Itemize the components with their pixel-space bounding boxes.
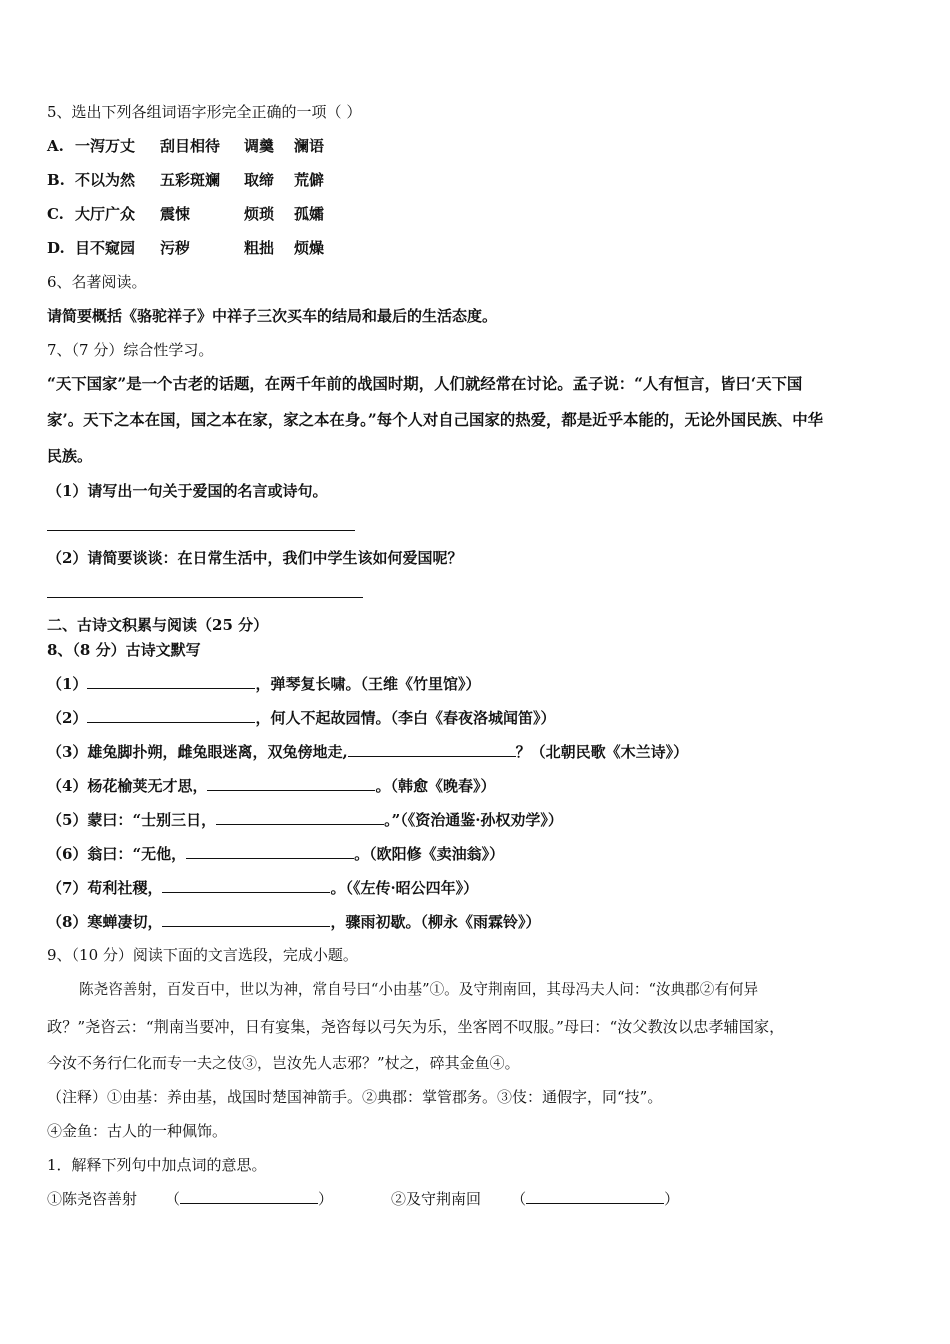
option-word: 震悚: [160, 205, 191, 223]
option-letter: D.: [47, 239, 65, 257]
q7-sub1: （1）请写出一句关于爱国的名言或诗句。: [47, 482, 328, 500]
fill-blank[interactable]: [87, 673, 255, 689]
fill-blank[interactable]: [162, 911, 330, 927]
q9-title: 9、（10 分）阅读下面的文言选段，完成小题。: [47, 946, 358, 964]
q8-item: [47, 809, 563, 830]
q9-passage-line: 今汝不务行仁化而专一夫之伎③，岂汝先人志邪？”杖之，碎其金鱼④。: [47, 1054, 520, 1072]
q8-item-suffix: 。（韩愈《晚春》）: [375, 777, 496, 795]
q8-item-prefix: （1）: [47, 675, 88, 693]
option-word: 目不窥园: [75, 239, 136, 257]
q8-item-suffix: 。（《左传·昭公四年》）: [330, 879, 479, 897]
q8-item-suffix: ，弹琴复长啸。（王维《竹里馆》）: [255, 675, 481, 693]
q8-item-suffix: 。”（《资治通鉴·孙权劝学》）: [384, 811, 563, 829]
q8-item: [47, 673, 480, 694]
option-word: 大厅广众: [75, 205, 136, 223]
option-word: 澜语: [294, 137, 325, 155]
q8-item-prefix: （7）苟利社稷，: [47, 879, 163, 897]
q8-item-suffix: ，何人不起故园情。（李白《春夜洛城闻笛》）: [255, 709, 556, 727]
q5-option-c[interactable]: [47, 204, 324, 224]
q5-option-d[interactable]: [47, 238, 324, 258]
q7-paragraph-line: 民族。: [47, 447, 93, 465]
fill-blank[interactable]: [162, 877, 330, 893]
option-word: 刮目相待: [160, 137, 221, 155]
q9-note: （注释）①由基：养由基，战国时楚国神箭手。②典郡：掌管郡务。③伎：通假字，同“技”。: [47, 1088, 663, 1106]
q8-item: [47, 843, 504, 864]
q8-item-prefix: （2）: [47, 709, 88, 727]
q8-item-prefix: （4）杨花榆荚无才思，: [47, 777, 208, 795]
q5-option-b[interactable]: [47, 170, 324, 190]
q9-blank-label: ①陈尧咨善射: [47, 1190, 138, 1208]
q8-item: [47, 911, 540, 932]
q7-paragraph-line: “天下国家”是一个古老的话题，在两千年前的战国时期，人们就经常在讨论。孟子说：“人有恒言，皆曰‘天下国: [47, 375, 803, 393]
q8-item-prefix: （6）翁曰：“无他，: [47, 845, 187, 863]
section-title: 二、古诗文积累与阅读（25 分）: [47, 616, 269, 634]
fill-blank[interactable]: [180, 1188, 318, 1204]
option-word: 一泻万丈: [75, 137, 136, 155]
q8-item: [47, 707, 555, 728]
q7-title: 7、（7 分）综合性学习。: [47, 341, 214, 359]
fill-blank[interactable]: [207, 775, 375, 791]
q9-sub1: 1．解释下列句中加点词的意思。: [47, 1156, 267, 1174]
q8-item: [47, 741, 688, 762]
option-word: 不以为然: [75, 171, 136, 189]
q9-passage-line: 政？”尧咨云：“荆南当要冲，日有宴集，尧咨每以弓矢为乐，坐客罔不叹服。”母曰：“汝父教汝以忠孝辅国家，: [47, 1018, 785, 1036]
fill-blank[interactable]: [216, 809, 384, 825]
q8-item-suffix: ？（北朝民歌《木兰诗》）: [515, 743, 689, 761]
q8-item-suffix: ，骤雨初歇。（柳永《雨霖铃》）: [330, 913, 541, 931]
option-word: 污秽: [160, 239, 191, 257]
option-word: 孤孀: [294, 205, 325, 223]
q6-body: 请简要概括《骆驼祥子》中祥子三次买车的结局和最后的生活态度。: [47, 307, 498, 325]
answer-line[interactable]: [47, 597, 363, 598]
option-word: 荒僻: [294, 171, 325, 189]
option-word: 取缔: [244, 171, 275, 189]
option-word: 调羹: [244, 137, 275, 155]
fill-blank[interactable]: [348, 741, 516, 757]
option-letter: B.: [47, 171, 65, 189]
q5-option-a[interactable]: [47, 136, 324, 156]
q5-prompt: 5、选出下列各组词语字形完全正确的一项（ ）: [47, 103, 362, 121]
q7-paragraph-line: 家’。天下之本在国，国之本在家，家之本在身。”每个人对自己国家的热爱，都是近乎本能的，无论外国民族、中华: [47, 411, 824, 429]
fill-blank[interactable]: [526, 1188, 664, 1204]
fill-blank[interactable]: [87, 707, 255, 723]
q9-blank-row: ①陈尧咨善射 （ ） ②及守荆南回 （ ）: [47, 1190, 680, 1208]
q9-note: ④金鱼：古人的一种佩饰。: [47, 1122, 228, 1140]
option-word: 五彩斑斓: [160, 171, 221, 189]
option-word: 烦琐: [244, 205, 275, 223]
answer-line[interactable]: [47, 530, 355, 531]
q8-title: 8、（8 分）古诗文默写: [47, 641, 201, 659]
q6-title: 6、名著阅读。: [47, 273, 147, 291]
option-letter: C.: [47, 205, 64, 223]
q9-passage-line: 陈尧咨善射，百发百中，世以为神，常自号曰“小由基”①。及守荆南回，其母冯夫人问：“汝典郡②有何异: [79, 981, 759, 998]
fill-blank[interactable]: [186, 843, 354, 859]
q8-item: [47, 775, 495, 796]
q9-blank-label: ②及守荆南回: [391, 1190, 482, 1208]
q8-item-prefix: （3）雄兔脚扑朔，雌兔眼迷离，双兔傍地走,: [47, 743, 348, 761]
q8-item-suffix: 。（欧阳修《卖油翁》）: [354, 845, 505, 863]
option-letter: A.: [47, 137, 64, 155]
q7-sub2: （2）请简要谈谈：在日常生活中，我们中学生该如何爱国呢？: [47, 549, 463, 567]
q8-item: [47, 877, 478, 898]
q8-item-prefix: （8）寒蝉凄切，: [47, 913, 163, 931]
option-word: 烦燥: [294, 239, 325, 257]
q8-item-prefix: （5）蒙曰：“士别三日，: [47, 811, 217, 829]
option-word: 粗拙: [244, 239, 275, 257]
